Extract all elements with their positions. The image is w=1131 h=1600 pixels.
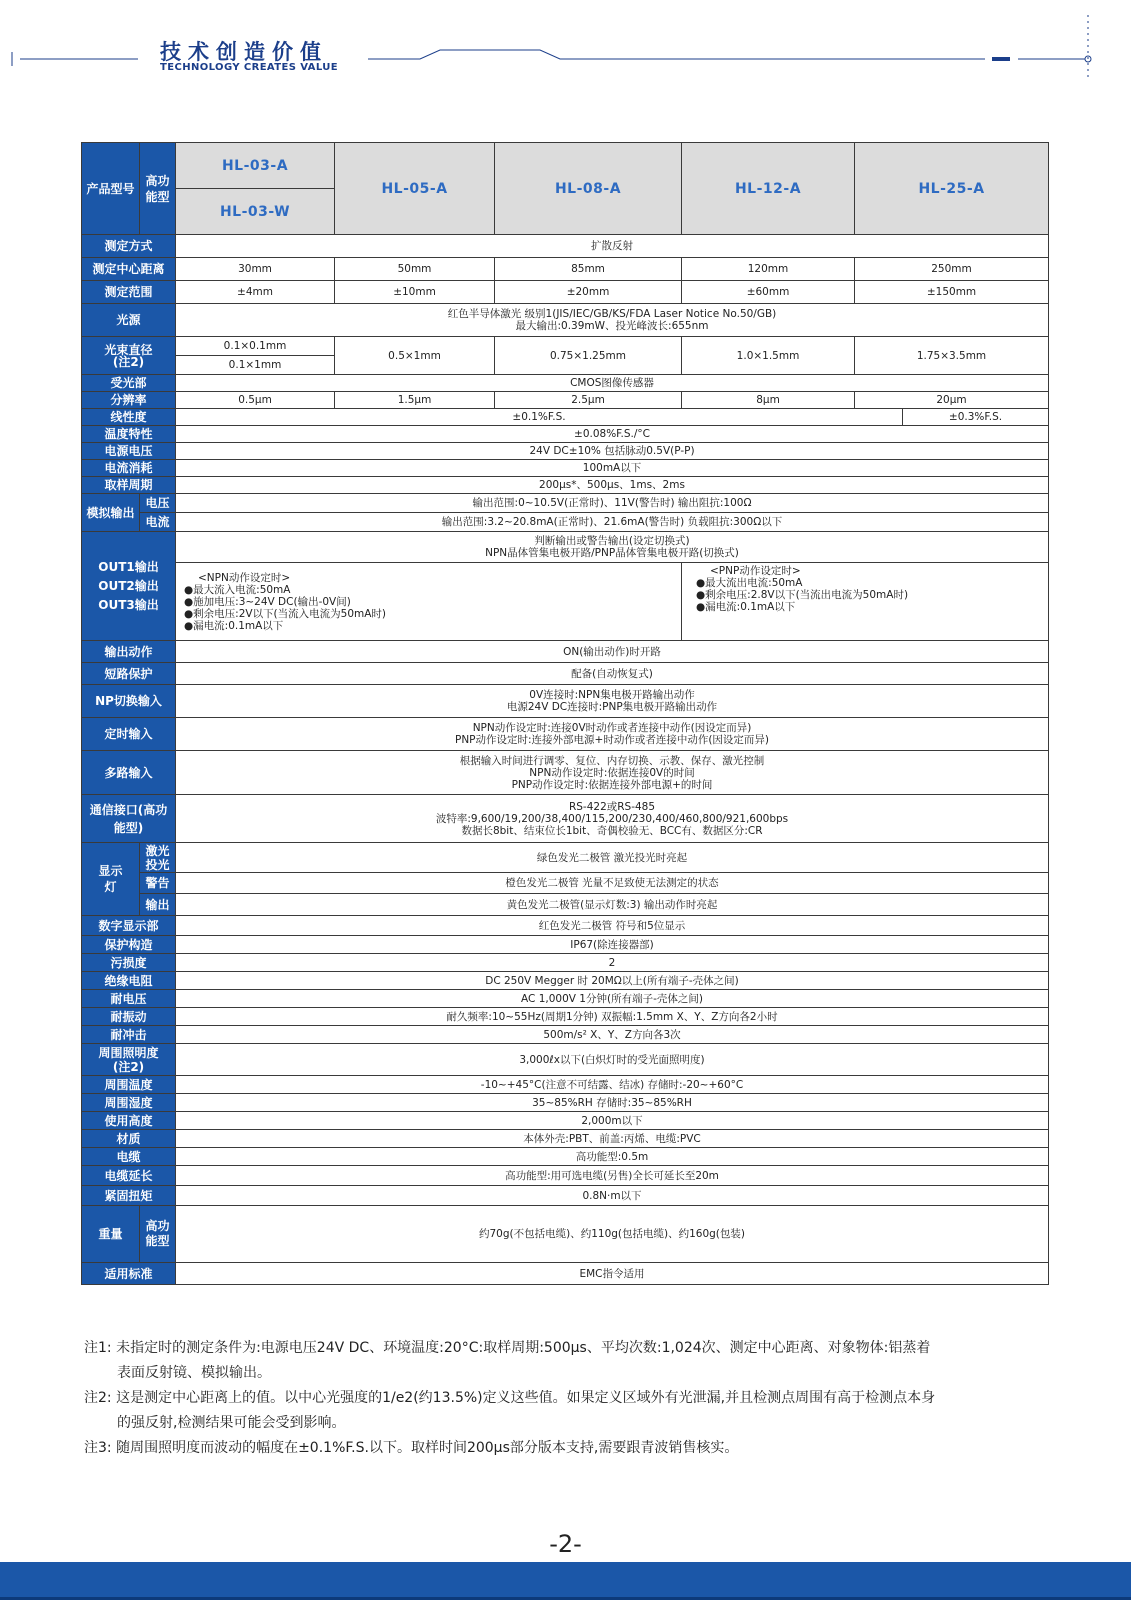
row-sublabel: 高功能型 bbox=[140, 1206, 176, 1263]
row-value: 200μs*、500μs、1ms、2ms bbox=[176, 477, 1049, 494]
spec-row bbox=[82, 1112, 1049, 1130]
row-label: 使用高度 bbox=[82, 1112, 176, 1130]
cell: ±20mm bbox=[495, 281, 682, 304]
high-function-label: 高功能型 bbox=[140, 143, 176, 235]
notes bbox=[84, 1336, 944, 1461]
spec-row bbox=[82, 894, 1049, 916]
cell: 120mm bbox=[682, 258, 855, 281]
spec-row bbox=[82, 1094, 1049, 1112]
row-sublabel: 警告 bbox=[140, 873, 176, 894]
row-sublabel: 电流 bbox=[140, 513, 176, 532]
spec-row bbox=[82, 1148, 1049, 1166]
npn-box: <NPN动作设定时> ●最大流入电流:50mA ●施加电压:3~24V DC(输出-0V间) ●剩余电压:2V以下(当流入电流为50mA时) ●漏电流:0.1mA以下 bbox=[176, 563, 682, 641]
row-value: 0V连接时:NPN集电极开路输出动作 电源24V DC连接时:PNP集电极开路输出动作 bbox=[176, 685, 1049, 718]
model-hl03w: HL-03-W bbox=[176, 189, 335, 235]
row-label: 显示灯 bbox=[82, 843, 140, 916]
row-value: 配备(自动恢复式) bbox=[176, 663, 1049, 685]
spec-row bbox=[82, 663, 1049, 685]
note-2: 注2: 这是测定中心距离上的值。以中心光强度的1/e2(约13.5%)定义这些值。如果定义区域外有光泄漏,并且检测点周围有高于检测点本身的强反射,检测结果可能会受到影响。 bbox=[84, 1390, 936, 1431]
row-label: 受光部 bbox=[82, 375, 176, 392]
header-line-right bbox=[368, 50, 985, 59]
row-value: 35~85%RH 存储时:35~85%RH bbox=[176, 1094, 1049, 1112]
row-value: 输出范围:0~10.5V(正常时)、11V(警告时) 输出阻抗:100Ω bbox=[176, 494, 1049, 513]
cell: 0.5μm bbox=[176, 392, 335, 409]
cell: 0.1×0.1mm bbox=[176, 337, 335, 356]
spec-row bbox=[82, 972, 1049, 990]
spec-row bbox=[82, 235, 1049, 258]
cell: 30mm bbox=[176, 258, 335, 281]
row-value: 2,000m以下 bbox=[176, 1112, 1049, 1130]
row-label: 紧固扭矩 bbox=[82, 1186, 176, 1206]
spec-row bbox=[82, 281, 1049, 304]
row-value: 24V DC±10% 包括脉动0.5V(P-P) bbox=[176, 443, 1049, 460]
row-label: 保护构造 bbox=[82, 936, 176, 954]
row-value: ±0.1%F.S. bbox=[176, 409, 903, 426]
row-value: DC 250V Megger 时 20MΩ以上(所有端子-壳体之间) bbox=[176, 972, 1049, 990]
spec-row bbox=[82, 1263, 1049, 1285]
row-label: 耐振动 bbox=[82, 1008, 176, 1026]
row-value: 橙色发光二极管 光量不足致使无法测定的状态 bbox=[176, 873, 1049, 894]
spec-row bbox=[82, 936, 1049, 954]
cell: 0.5×1mm bbox=[335, 337, 495, 375]
row-label: 定时输入 bbox=[82, 718, 176, 751]
spec-row bbox=[82, 1130, 1049, 1148]
row-value: 0.8N·m以下 bbox=[176, 1186, 1049, 1206]
cell: 1.0×1.5mm bbox=[682, 337, 855, 375]
model-hl12a: HL-12-A bbox=[682, 143, 855, 235]
header-subtitle: TECHNOLOGY CREATES VALUE bbox=[160, 62, 338, 73]
cell: 1.5μm bbox=[335, 392, 495, 409]
spec-row bbox=[82, 718, 1049, 751]
cell: ±4mm bbox=[176, 281, 335, 304]
spec-row bbox=[82, 641, 1049, 663]
row-value: 红色发光二极管 符号和5位显示 bbox=[176, 916, 1049, 936]
row-label: 模拟输出 bbox=[82, 494, 140, 532]
spec-row bbox=[82, 751, 1049, 795]
row-value: 黄色发光二极管(显示灯数:3) 输出动作时亮起 bbox=[176, 894, 1049, 916]
row-label: 多路输入 bbox=[82, 751, 176, 795]
row-label: 取样周期 bbox=[82, 477, 176, 494]
spec-row bbox=[82, 409, 1049, 426]
row-label: 光源 bbox=[82, 304, 176, 337]
row-label: 耐电压 bbox=[82, 990, 176, 1008]
spec-row bbox=[82, 873, 1049, 894]
row-value: 3,000ℓx以下(白炽灯时的受光面照明度) bbox=[176, 1044, 1049, 1076]
row-value: 红色半导体激光 级别1(JIS/IEC/GB/KS/FDA Laser Notice No.50/GB) 最大输出:0.39mW、投光峰波长:655nm bbox=[176, 304, 1049, 337]
spec-row bbox=[82, 1186, 1049, 1206]
row-value: CMOS图像传感器 bbox=[176, 375, 1049, 392]
spec-row bbox=[82, 990, 1049, 1008]
row-label: 短路保护 bbox=[82, 663, 176, 685]
spec-row bbox=[82, 392, 1049, 409]
cell: 0.75×1.25mm bbox=[495, 337, 682, 375]
row-value: 输出范围:3.2~20.8mA(正常时)、21.6mA(警告时) 负载阻抗:300Ω以下 bbox=[176, 513, 1049, 532]
row-value: 500m/s² X、Y、Z方向各3次 bbox=[176, 1026, 1049, 1044]
row-value: EMC指令适用 bbox=[176, 1263, 1049, 1285]
row-label: OUT1输出 OUT2输出 OUT3输出 bbox=[82, 532, 176, 641]
row-value: NPN动作设定时:连接0V时动作或者连接中动作(因设定而异) PNP动作设定时:连接外部电源+时动作或者连接中动作(因设定而异) bbox=[176, 718, 1049, 751]
cell: ±60mm bbox=[682, 281, 855, 304]
model-hl08a: HL-08-A bbox=[495, 143, 682, 235]
note-1: 注1: 未指定时的测定条件为:电源电压24V DC、环境温度:20°C:取样周期:500μs、平均次数:1,024次、测定中心距离、对象物体:铝蒸着表面反射镜、模拟输出。 bbox=[84, 1340, 931, 1381]
row-value: IP67(除连接器部) bbox=[176, 936, 1049, 954]
spec-row bbox=[82, 426, 1049, 443]
row-value: 100mA以下 bbox=[176, 460, 1049, 477]
row-value: 高功能型:0.5m bbox=[176, 1148, 1049, 1166]
spec-row bbox=[82, 460, 1049, 477]
cell: 250mm bbox=[855, 258, 1049, 281]
row-value: 本体外壳:PBT、前盖:丙烯、电缆:PVC bbox=[176, 1130, 1049, 1148]
cell: 8μm bbox=[682, 392, 855, 409]
row-value: ON(输出动作)时开路 bbox=[176, 641, 1049, 663]
row-value: 扩散反射 bbox=[176, 235, 1049, 258]
spec-row bbox=[82, 563, 1049, 641]
spec-row bbox=[82, 795, 1049, 843]
cell: 50mm bbox=[335, 258, 495, 281]
spec-row bbox=[82, 532, 1049, 563]
row-label: 光束直径 (注2) bbox=[82, 337, 176, 375]
row-value: 约70g(不包括电缆)、约110g(包括电缆)、约160g(包装) bbox=[176, 1206, 1049, 1263]
row-label: 电缆延长 bbox=[82, 1166, 176, 1186]
spec-row bbox=[82, 304, 1049, 337]
spec-row bbox=[82, 1166, 1049, 1186]
row-label: 耐冲击 bbox=[82, 1026, 176, 1044]
model-hl05a: HL-05-A bbox=[335, 143, 495, 235]
row-label: NP切换输入 bbox=[82, 685, 176, 718]
row-label: 输出动作 bbox=[82, 641, 176, 663]
spec-row bbox=[82, 375, 1049, 392]
row-value: 根据输入时间进行调零、复位、内存切换、示教、保存、激光控制 NPN动作设定时:依据连接0V的时间 PNP动作设定时:依据连接外部电源+的时间 bbox=[176, 751, 1049, 795]
note-3: 注3: 随周围照明度而波动的幅度在±0.1%F.S.以下。取样时间200μs部分版本支持,需要跟青波销售核实。 bbox=[84, 1440, 739, 1456]
spec-row bbox=[82, 337, 1049, 356]
spec-row bbox=[82, 685, 1049, 718]
row-value: 判断输出或警告输出(设定切换式) NPN晶体管集电极开路/PNP晶体管集电极开路(切换式) bbox=[176, 532, 1049, 563]
spec-row bbox=[82, 1206, 1049, 1263]
cell: ±0.3%F.S. bbox=[903, 409, 1049, 426]
row-label: 电源电压 bbox=[82, 443, 176, 460]
row-value: RS-422或RS-485 波特率:9,600/19,200/38,400/115,200/230,400/460,800/921,600bps 数据长8bit、结束位长1bit、奇偶校验无、BCC有、数据区分:CR bbox=[176, 795, 1049, 843]
spec-row bbox=[82, 843, 1049, 873]
cell: ±10mm bbox=[335, 281, 495, 304]
row-value: AC 1,000V 1分钟(所有端子-壳体之间) bbox=[176, 990, 1049, 1008]
spec-row bbox=[82, 954, 1049, 972]
row-label: 测定方式 bbox=[82, 235, 176, 258]
spec-row bbox=[82, 258, 1049, 281]
cell: 2.5μm bbox=[495, 392, 682, 409]
row-label: 适用标准 bbox=[82, 1263, 176, 1285]
row-label: 线性度 bbox=[82, 409, 176, 426]
header-title: 技术创造价值 bbox=[160, 40, 328, 64]
row-label: 电缆 bbox=[82, 1148, 176, 1166]
spec-row bbox=[82, 1076, 1049, 1094]
cell: 85mm bbox=[495, 258, 682, 281]
row-label: 分辨率 bbox=[82, 392, 176, 409]
row-value: 高功能型:用可选电缆(另售)全长可延长至20m bbox=[176, 1166, 1049, 1186]
row-label: 测定范围 bbox=[82, 281, 176, 304]
cell: 0.1×1mm bbox=[176, 356, 335, 375]
row-label: 污损度 bbox=[82, 954, 176, 972]
row-value: ±0.08%F.S./°C bbox=[176, 426, 1049, 443]
row-value: 绿色发光二极管 激光投光时亮起 bbox=[176, 843, 1049, 873]
model-label: 产品型号 bbox=[82, 143, 140, 235]
row-label: 周围照明度 (注2) bbox=[82, 1044, 176, 1076]
spec-row bbox=[82, 494, 1049, 513]
row-label: 周围湿度 bbox=[82, 1094, 176, 1112]
row-value: -10~+45°C(注意不可结露、结冰) 存储时:-20~+60°C bbox=[176, 1076, 1049, 1094]
model-hl25a: HL-25-A bbox=[855, 143, 1049, 235]
row-sublabel: 输出 bbox=[140, 894, 176, 916]
model-hl03a: HL-03-A bbox=[176, 143, 335, 189]
row-label: 绝缘电阻 bbox=[82, 972, 176, 990]
row-label: 电流消耗 bbox=[82, 460, 176, 477]
row-value: 耐久频率:10~55Hz(周期1分钟) 双振幅:1.5mm X、Y、Z方向各2小时 bbox=[176, 1008, 1049, 1026]
spec-row bbox=[82, 916, 1049, 936]
row-sublabel: 激光投光 bbox=[140, 843, 176, 873]
spec-row bbox=[82, 1044, 1049, 1076]
pnp-box: <PNP动作设定时> ●最大流出电流:50mA ●剩余电压:2.8V以下(当流出电流为50mA时) ●漏电流:0.1mA以下 bbox=[682, 563, 1049, 641]
page-number: -2- bbox=[549, 1530, 582, 1558]
cell: ±150mm bbox=[855, 281, 1049, 304]
model-row-1 bbox=[82, 143, 1049, 189]
row-label: 通信接口(高功 能型) bbox=[82, 795, 176, 843]
spec-row bbox=[82, 443, 1049, 460]
spec-row bbox=[82, 1008, 1049, 1026]
spec-table bbox=[81, 142, 1049, 1285]
spec-row bbox=[82, 513, 1049, 532]
row-label: 温度特性 bbox=[82, 426, 176, 443]
row-label: 重量 bbox=[82, 1206, 140, 1263]
row-sublabel: 电压 bbox=[140, 494, 176, 513]
cell: 20μm bbox=[855, 392, 1049, 409]
row-label: 数字显示部 bbox=[82, 916, 176, 936]
cell: 1.75×3.5mm bbox=[855, 337, 1049, 375]
spec-row bbox=[82, 477, 1049, 494]
row-label: 周围温度 bbox=[82, 1076, 176, 1094]
footer-bar bbox=[0, 1562, 1131, 1600]
row-label: 测定中心距离 bbox=[82, 258, 176, 281]
spec-row bbox=[82, 1026, 1049, 1044]
row-value: 2 bbox=[176, 954, 1049, 972]
row-label: 材质 bbox=[82, 1130, 176, 1148]
